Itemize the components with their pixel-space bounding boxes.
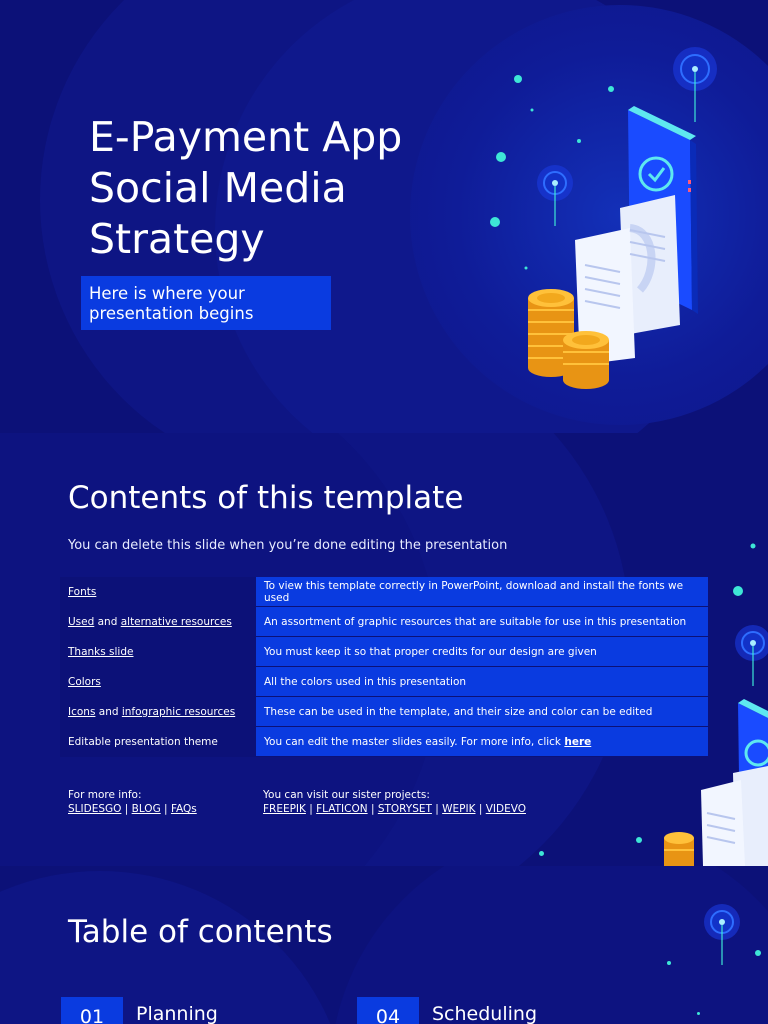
contents-row-value xyxy=(256,667,708,697)
contents-row-label xyxy=(60,697,256,727)
link-blog[interactable]: BLOG xyxy=(131,803,161,815)
resource-link[interactable]: Icons xyxy=(68,705,96,718)
contents-row-label xyxy=(60,637,256,667)
coin-stack-icon xyxy=(664,832,694,866)
contents-row-value xyxy=(256,607,708,637)
toc-item-label: Planning xyxy=(136,1003,218,1024)
sparkle-dot xyxy=(636,837,642,843)
slide-contents-template xyxy=(0,433,768,866)
link-separator: | xyxy=(160,803,171,815)
value-text: You can edit the master slides easily. For more info, click xyxy=(264,735,565,748)
slide-title: Table of contents xyxy=(68,914,333,950)
resource-link[interactable]: alternative resources xyxy=(120,615,232,628)
value-text: An assortment of graphic resources that are suitable for use in this presentation xyxy=(264,615,687,628)
link-separator: | xyxy=(475,803,486,815)
glow-pin-icon xyxy=(698,900,746,980)
more-info-block xyxy=(68,788,197,816)
contents-row-value xyxy=(256,697,708,727)
contents-row-label xyxy=(60,667,256,697)
slide-title xyxy=(0,0,768,433)
glow-pin-icon xyxy=(537,165,573,226)
resource-link[interactable]: infographic resources xyxy=(121,705,236,718)
more-info-label: For more info: xyxy=(68,789,142,801)
slide-table-of-contents xyxy=(0,866,768,1024)
glow-pin-icon xyxy=(673,47,717,122)
contents-row xyxy=(60,577,708,607)
toc-item-number: 04 xyxy=(357,997,419,1024)
contents-row xyxy=(60,667,708,697)
contents-table xyxy=(60,577,708,757)
link-faqs[interactable]: FAQs xyxy=(170,803,197,815)
link-slidesgo[interactable]: SLIDESGO xyxy=(68,803,122,815)
toc-item-label: Scheduling xyxy=(432,1003,538,1024)
value-text: To view this template correctly in PowerPoint, download and install the fonts we used xyxy=(264,579,684,604)
sparkle-dot xyxy=(539,851,544,856)
link-videvo[interactable]: VIDEVO xyxy=(485,803,526,815)
label-text: Editable presentation theme xyxy=(68,735,218,748)
link-separator: | xyxy=(367,803,378,815)
sparkle-dot xyxy=(697,1012,700,1015)
phone-payment-illustration-partial xyxy=(655,528,768,866)
sister-projects-block xyxy=(263,788,526,816)
contents-row xyxy=(60,727,708,757)
sister-projects-links xyxy=(263,802,526,816)
toc-item-number: 01 xyxy=(61,997,123,1024)
value-text: You must keep it so that proper credits for our design are given xyxy=(264,645,597,658)
contents-row-value xyxy=(256,637,708,667)
sparkle-dot xyxy=(667,961,671,965)
label-text: and xyxy=(95,705,122,718)
here-link[interactable]: here xyxy=(564,735,592,748)
receipt-icon xyxy=(701,766,768,866)
phone-payment-illustration xyxy=(480,40,730,400)
subtitle-text: Here is where your presentation begins xyxy=(89,284,254,323)
sparkle-dot xyxy=(755,950,761,956)
contents-row-label xyxy=(60,577,256,607)
resource-link[interactable]: Thanks slide xyxy=(68,645,134,658)
slide-description: You can delete this slide when you’re done editing the presentation xyxy=(68,538,508,553)
link-wepik[interactable]: WEPIK xyxy=(442,803,476,815)
more-info-links xyxy=(68,802,197,816)
contents-row-value xyxy=(256,727,708,757)
contents-row-value xyxy=(256,577,708,607)
resource-link[interactable]: Colors xyxy=(68,675,101,688)
contents-row xyxy=(60,697,708,727)
coin-stack-icon xyxy=(563,331,609,389)
subtitle-box xyxy=(81,276,331,330)
contents-row xyxy=(60,637,708,667)
resource-link[interactable]: Used xyxy=(68,615,95,628)
value-text: These can be used in the template, and their size and color can be edited xyxy=(264,705,653,718)
link-flaticon[interactable]: FLATICON xyxy=(316,803,368,815)
contents-row xyxy=(60,607,708,637)
value-text: All the colors used in this presentation xyxy=(264,675,467,688)
resource-link[interactable]: Fonts xyxy=(68,585,97,598)
link-separator: | xyxy=(305,803,317,815)
slide-title: Contents of this template xyxy=(68,480,464,516)
sister-projects-label: You can visit our sister projects: xyxy=(263,789,430,801)
contents-row-label xyxy=(60,607,256,637)
label-text: and xyxy=(94,615,121,628)
link-separator: | xyxy=(121,803,132,815)
contents-row-label xyxy=(60,727,256,757)
presentation-title: E-Payment App Social Media Strategy xyxy=(89,113,403,263)
glow-pin-icon xyxy=(735,625,768,686)
link-storyset[interactable]: STORYSET xyxy=(377,803,432,815)
link-freepik[interactable]: FREEPIK xyxy=(263,803,306,815)
link-separator: | xyxy=(431,803,443,815)
